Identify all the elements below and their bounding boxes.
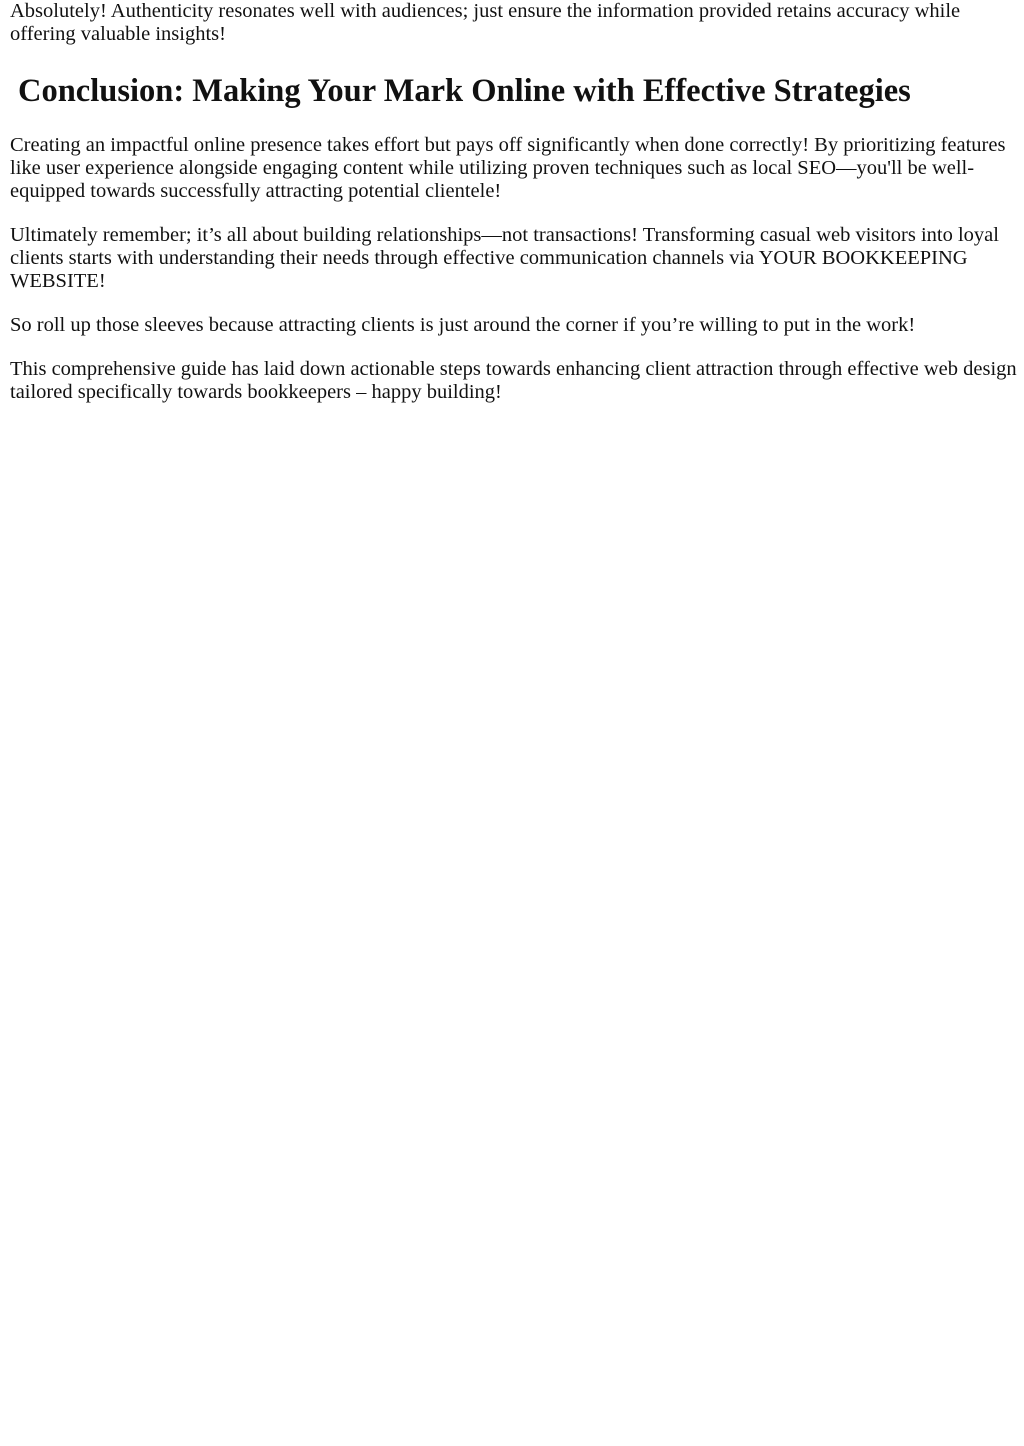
paragraph: This comprehensive guide has laid down actionable steps towards enhancing client attraction through effective web design tailored specifically towards bookkeepers – happy building! <box>10 358 1017 403</box>
section-heading: Conclusion: Making Your Mark Online with Effective Strategies <box>18 73 911 109</box>
paragraph: Creating an impactful online presence takes effort but pays off significantly when done correctly! By prioritizing features like user experience alongside engaging content while utilizing proven techniques such as local SEO—you'll be well-equipped towards successfully attracting potential clientele! <box>10 134 1006 202</box>
paragraph: Ultimately remember; it’s all about building relationships—not transactions! Transforming casual web visitors into loyal clients starts with understanding their needs through effective communication channels via YOUR BOOKKEEPING WEBSITE! <box>10 224 999 292</box>
intro-paragraph: Absolutely! Authenticity resonates well with audiences; just ensure the information provided retains accuracy while offering valuable insights! <box>10 0 961 45</box>
document-page <box>10 0 1018 404</box>
paragraph: So roll up those sleeves because attracting clients is just around the corner if you’re willing to put in the work! <box>10 314 916 336</box>
